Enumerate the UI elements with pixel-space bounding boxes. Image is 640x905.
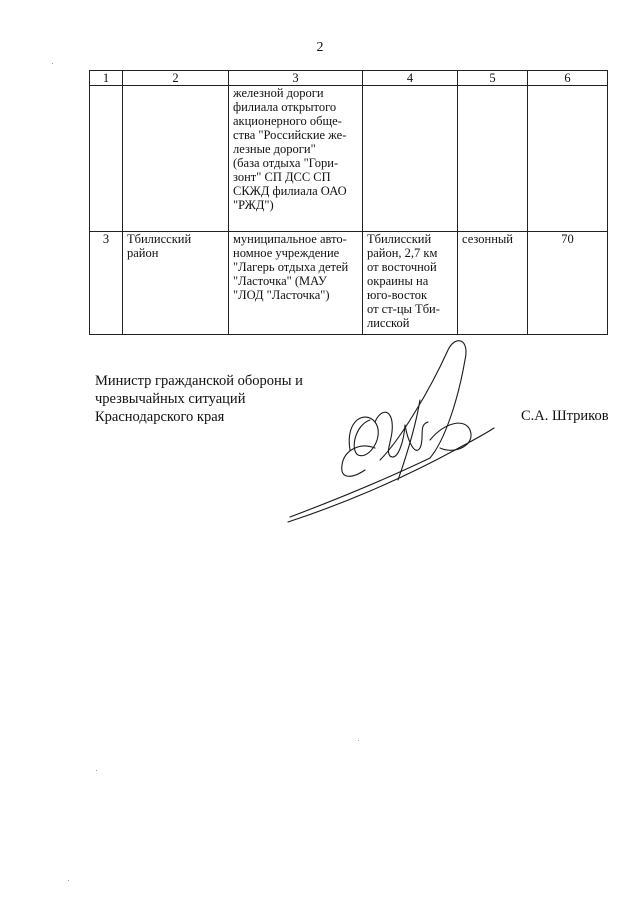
header-col-3: 3: [229, 71, 363, 86]
scan-speck: [96, 770, 97, 771]
row1-capacity: [528, 86, 608, 232]
signatory-title: [95, 372, 303, 426]
cell-text-line: "ЛОД "Ласточка"): [233, 288, 330, 302]
page-number: 2: [316, 40, 324, 55]
cell-text-line: окраины на: [367, 274, 429, 288]
cell-text-line: зонт" СП ДСС СП: [233, 170, 331, 184]
cell-text-line: муниципальное авто-: [233, 232, 347, 246]
signatory-title-line: Министр гражданской обороны и: [95, 373, 303, 389]
signatory-title-line: чрезвычайных ситуаций: [95, 391, 246, 407]
cell-text-line: лисской: [367, 316, 410, 330]
signer-name: С.А. Штриков: [521, 408, 609, 424]
row2-mode: сезонный: [458, 232, 528, 335]
cell-text-line: номное учреждение: [233, 246, 340, 260]
cell-text-line: от ст-цы Тби-: [367, 302, 440, 316]
cell-text-line: СКЖД филиала ОАО: [233, 184, 347, 198]
header-col-6: 6: [528, 71, 608, 86]
objects-table: [89, 70, 608, 335]
header-col-4: 4: [363, 71, 458, 86]
cell-text-line: район, 2,7 км: [367, 246, 438, 260]
cell-text-line: от восточной: [367, 260, 437, 274]
row1-number: [90, 86, 123, 232]
cell-text-line: лезные дороги": [233, 142, 316, 156]
cell-text-line: Тбилисский: [367, 232, 432, 246]
header-col-1: 1: [90, 71, 123, 86]
table-row: [90, 232, 608, 335]
row2-number: 3: [90, 232, 123, 335]
row2-capacity: 70: [528, 232, 608, 335]
row2-organization: [229, 232, 363, 335]
cell-text-line: "Лагерь отдыха детей: [233, 260, 349, 274]
table-row: [90, 86, 608, 232]
cell-text-line: Тбилисский: [127, 232, 192, 246]
cell-text-line: филиала открытого: [233, 100, 337, 114]
scan-speck: [68, 880, 69, 881]
cell-text-line: железной дороги: [233, 86, 324, 100]
scan-speck: [52, 63, 53, 64]
handwritten-signature: [280, 330, 510, 530]
scan-speck: [358, 740, 359, 741]
cell-text-line: акционерного обще-: [233, 114, 342, 128]
header-col-2: 2: [123, 71, 229, 86]
cell-text-line: "РЖД"): [233, 198, 274, 212]
signatory-title-line: Краснодарского края: [95, 409, 225, 425]
cell-text-line: (база отдыха "Гори-: [233, 156, 339, 170]
cell-text-line: ства "Российские же-: [233, 128, 347, 142]
cell-text-line: юго-восток: [367, 288, 428, 302]
row1-organization: [229, 86, 363, 232]
cell-text-line: район: [127, 246, 159, 260]
row2-location: [363, 232, 458, 335]
table-header-row: [90, 71, 608, 86]
row1-district: [123, 86, 229, 232]
header-col-5: 5: [458, 71, 528, 86]
cell-text-line: "Ласточка" (МАУ: [233, 274, 327, 288]
row1-mode: [458, 86, 528, 232]
row2-district: [123, 232, 229, 335]
row1-location: [363, 86, 458, 232]
